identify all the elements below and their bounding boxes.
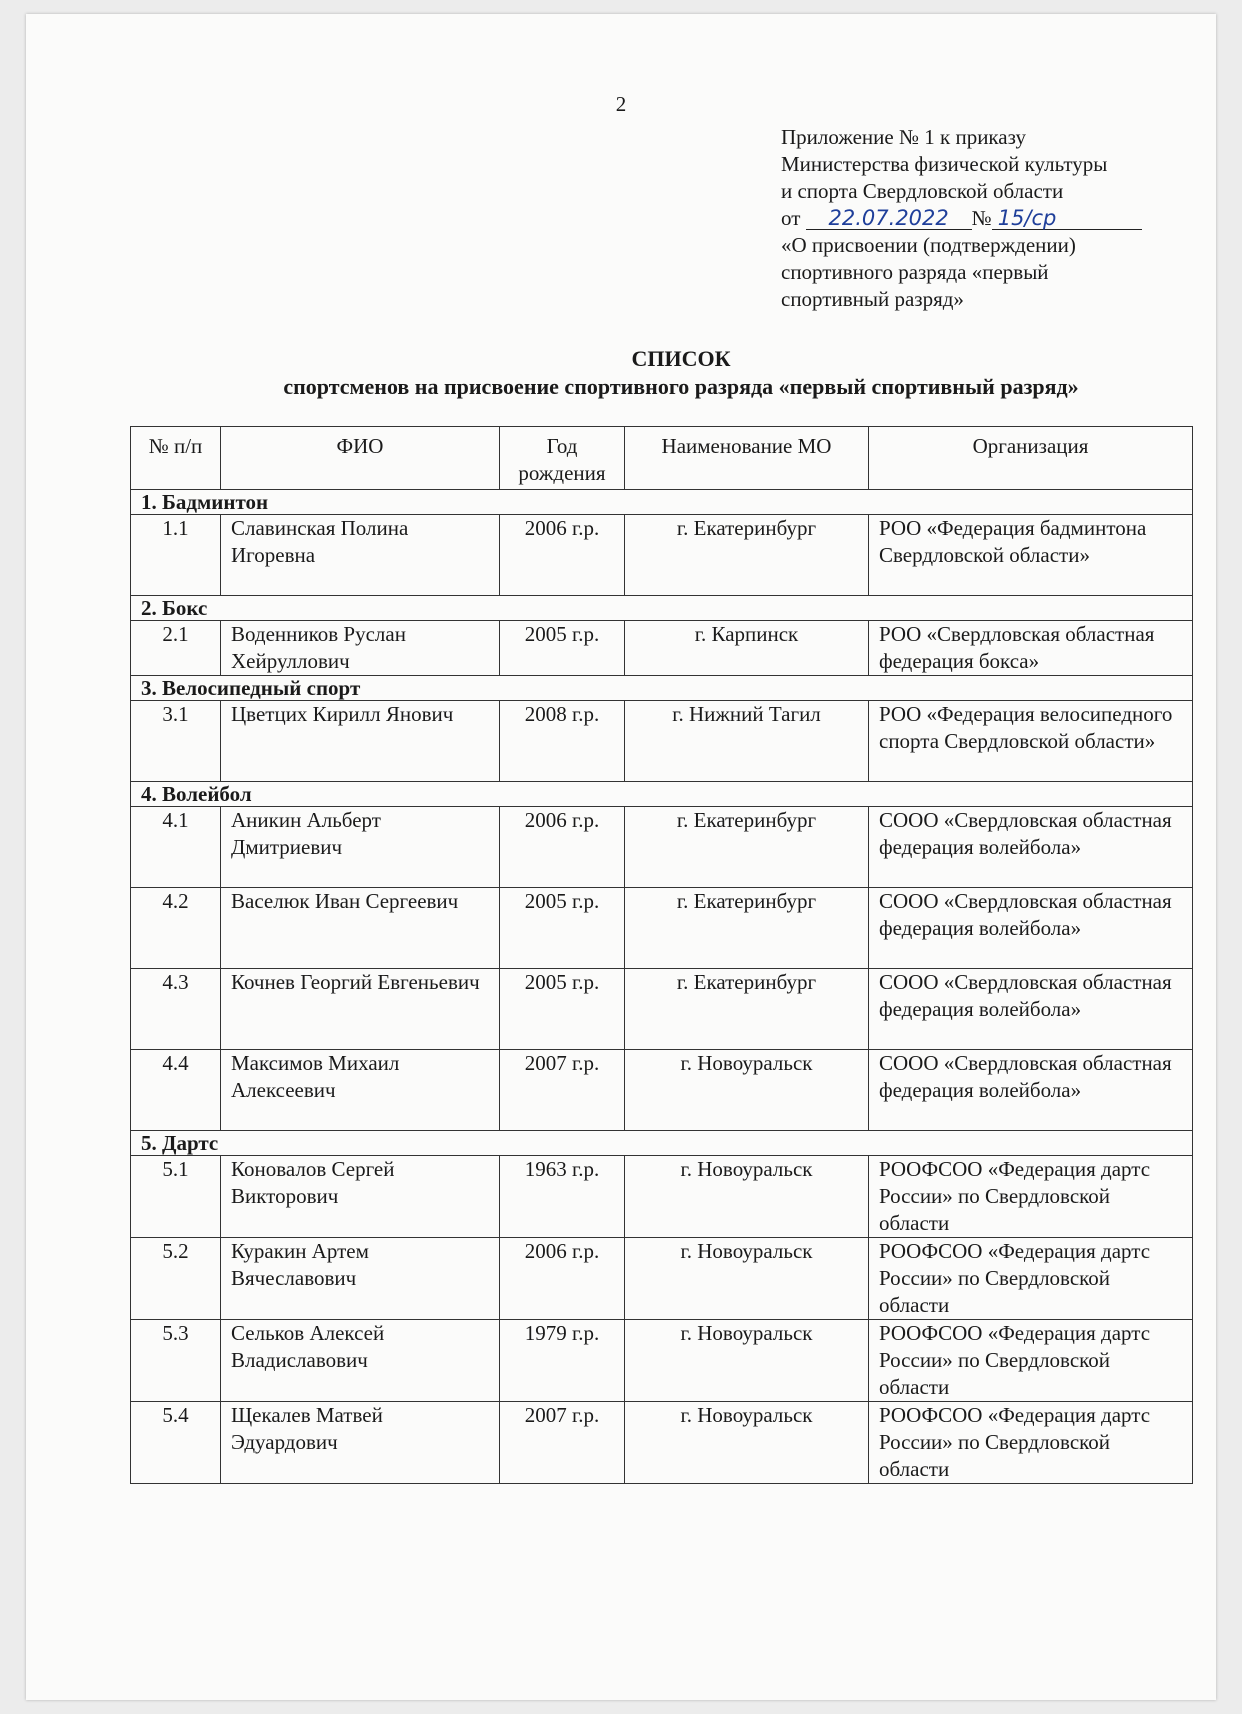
cell-mo: г. Новоуральск [625,1238,869,1320]
cell-year: 2005 г.р. [500,969,625,1050]
cell-year: 1963 г.р. [500,1156,625,1238]
document-subtitle: спортсменов на присвоение спортивного разряда «первый спортивный разряд» [283,374,1079,399]
table-row [131,701,1193,782]
cell-year: 2007 г.р. [500,1402,625,1484]
column-header-mo: Наименование МО [625,427,869,490]
table-header-row [131,427,1193,490]
section-row [131,676,1193,701]
cell-mo: г. Екатеринбург [625,969,869,1050]
table-row [131,515,1193,596]
section-row [131,782,1193,807]
cell-org: СООО «Свердловская областная федерация волейбола» [869,807,1193,888]
subject-line: спортивного разряда «первый [781,260,1049,284]
cell-org: РООФСОО «Федерация дартс России» по Свердловской области [869,1402,1193,1484]
cell-year: 2006 г.р. [500,515,625,596]
table-row [131,621,1193,676]
cell-name: Сельков Алексей Владиславович [221,1320,500,1402]
cell-mo: г. Новоуральск [625,1050,869,1131]
cell-num: 4.3 [131,969,221,1050]
page-number: 2 [615,92,627,116]
cell-name: Кочнев Георгий Евгеньевич [221,969,500,1050]
cell-name: Воденников Руслан Хейруллович [221,621,500,676]
cell-num: 2.1 [131,621,221,676]
column-header-num: № п/п [131,427,221,490]
column-header-year: Год рождения [500,427,625,490]
cell-mo: г. Карпинск [625,621,869,676]
cell-year: 2005 г.р. [500,888,625,969]
order-date-number-line [781,205,1181,232]
cell-name: Коновалов Сергей Викторович [221,1156,500,1238]
cell-org: СООО «Свердловская областная федерация волейбола» [869,969,1193,1050]
cell-org: РООФСОО «Федерация дартс России» по Свердловской области [869,1320,1193,1402]
subject-line: спортивный разряд» [781,287,964,311]
cell-year: 2006 г.р. [500,807,625,888]
column-header-name: ФИО [221,427,500,490]
cell-year: 1979 г.р. [500,1320,625,1402]
appendix-header [781,124,1181,313]
number-prefix: № [971,206,992,230]
cell-num: 5.4 [131,1402,221,1484]
cell-year: 2007 г.р. [500,1050,625,1131]
cell-name: Аникин Альберт Дмитриевич [221,807,500,888]
cell-mo: г. Новоуральск [625,1402,869,1484]
subject-line: «О присвоении (подтверждении) [781,233,1076,257]
table-row [131,1238,1193,1320]
table-row [131,969,1193,1050]
cell-name: Щекалев Матвей Эдуардович [221,1402,500,1484]
cell-num: 4.1 [131,807,221,888]
cell-year: 2008 г.р. [500,701,625,782]
cell-num: 4.2 [131,888,221,969]
cell-name: Васелюк Иван Сергеевич [221,888,500,969]
column-header-org: Организация [869,427,1193,490]
cell-num: 3.1 [131,701,221,782]
header-line: Министерства физической культуры [781,152,1108,176]
date-prefix: от [781,206,801,230]
cell-name: Максимов Михаил Алексеевич [221,1050,500,1131]
cell-num: 5.1 [131,1156,221,1238]
section-title: 2. Бокс [131,596,1193,621]
header-line: Приложение № 1 к приказу [781,125,1026,149]
document-title: СПИСОК [631,346,731,371]
cell-mo: г. Екатеринбург [625,807,869,888]
section-title: 5. Дартс [131,1131,1193,1156]
cell-org: РООФСОО «Федерация дартс России» по Свердловской области [869,1156,1193,1238]
section-title: 4. Волейбол [131,782,1193,807]
cell-num: 1.1 [131,515,221,596]
cell-num: 4.4 [131,1050,221,1131]
handwritten-date: 22.07.2022 [806,207,972,230]
athletes-table [130,426,1193,1484]
table-row [131,1050,1193,1131]
header-line: и спорта Свердловской области [781,179,1064,203]
cell-mo: г. Новоуральск [625,1156,869,1238]
cell-name: Цветцих Кирилл Янович [221,701,500,782]
table-row [131,1320,1193,1402]
section-title: 3. Велосипедный спорт [131,676,1193,701]
section-title: 1. Бадминтон [131,490,1193,515]
cell-org: РОО «Федерация велосипедного спорта Свердловской области» [869,701,1193,782]
cell-mo: г. Екатеринбург [625,888,869,969]
section-row [131,1131,1193,1156]
cell-org: РОО «Федерация бадминтона Свердловской области» [869,515,1193,596]
cell-mo: г. Новоуральск [625,1320,869,1402]
cell-num: 5.3 [131,1320,221,1402]
cell-num: 5.2 [131,1238,221,1320]
table-row [131,807,1193,888]
cell-year: 2006 г.р. [500,1238,625,1320]
cell-mo: г. Нижний Тагил [625,701,869,782]
cell-org: СООО «Свердловская областная федерация волейбола» [869,888,1193,969]
cell-mo: г. Екатеринбург [625,515,869,596]
table-row [131,1156,1193,1238]
cell-name: Куракин Артем Вячеславович [221,1238,500,1320]
section-row [131,596,1193,621]
cell-org: РОО «Свердловская областная федерация бокса» [869,621,1193,676]
handwritten-order-number: 15/ср [992,207,1142,230]
cell-name: Славинская Полина Игоревна [221,515,500,596]
cell-year: 2005 г.р. [500,621,625,676]
table-row [131,1402,1193,1484]
cell-org: РООФСОО «Федерация дартс России» по Свердловской области [869,1238,1193,1320]
section-row [131,490,1193,515]
table-row [131,888,1193,969]
cell-org: СООО «Свердловская областная федерация волейбола» [869,1050,1193,1131]
